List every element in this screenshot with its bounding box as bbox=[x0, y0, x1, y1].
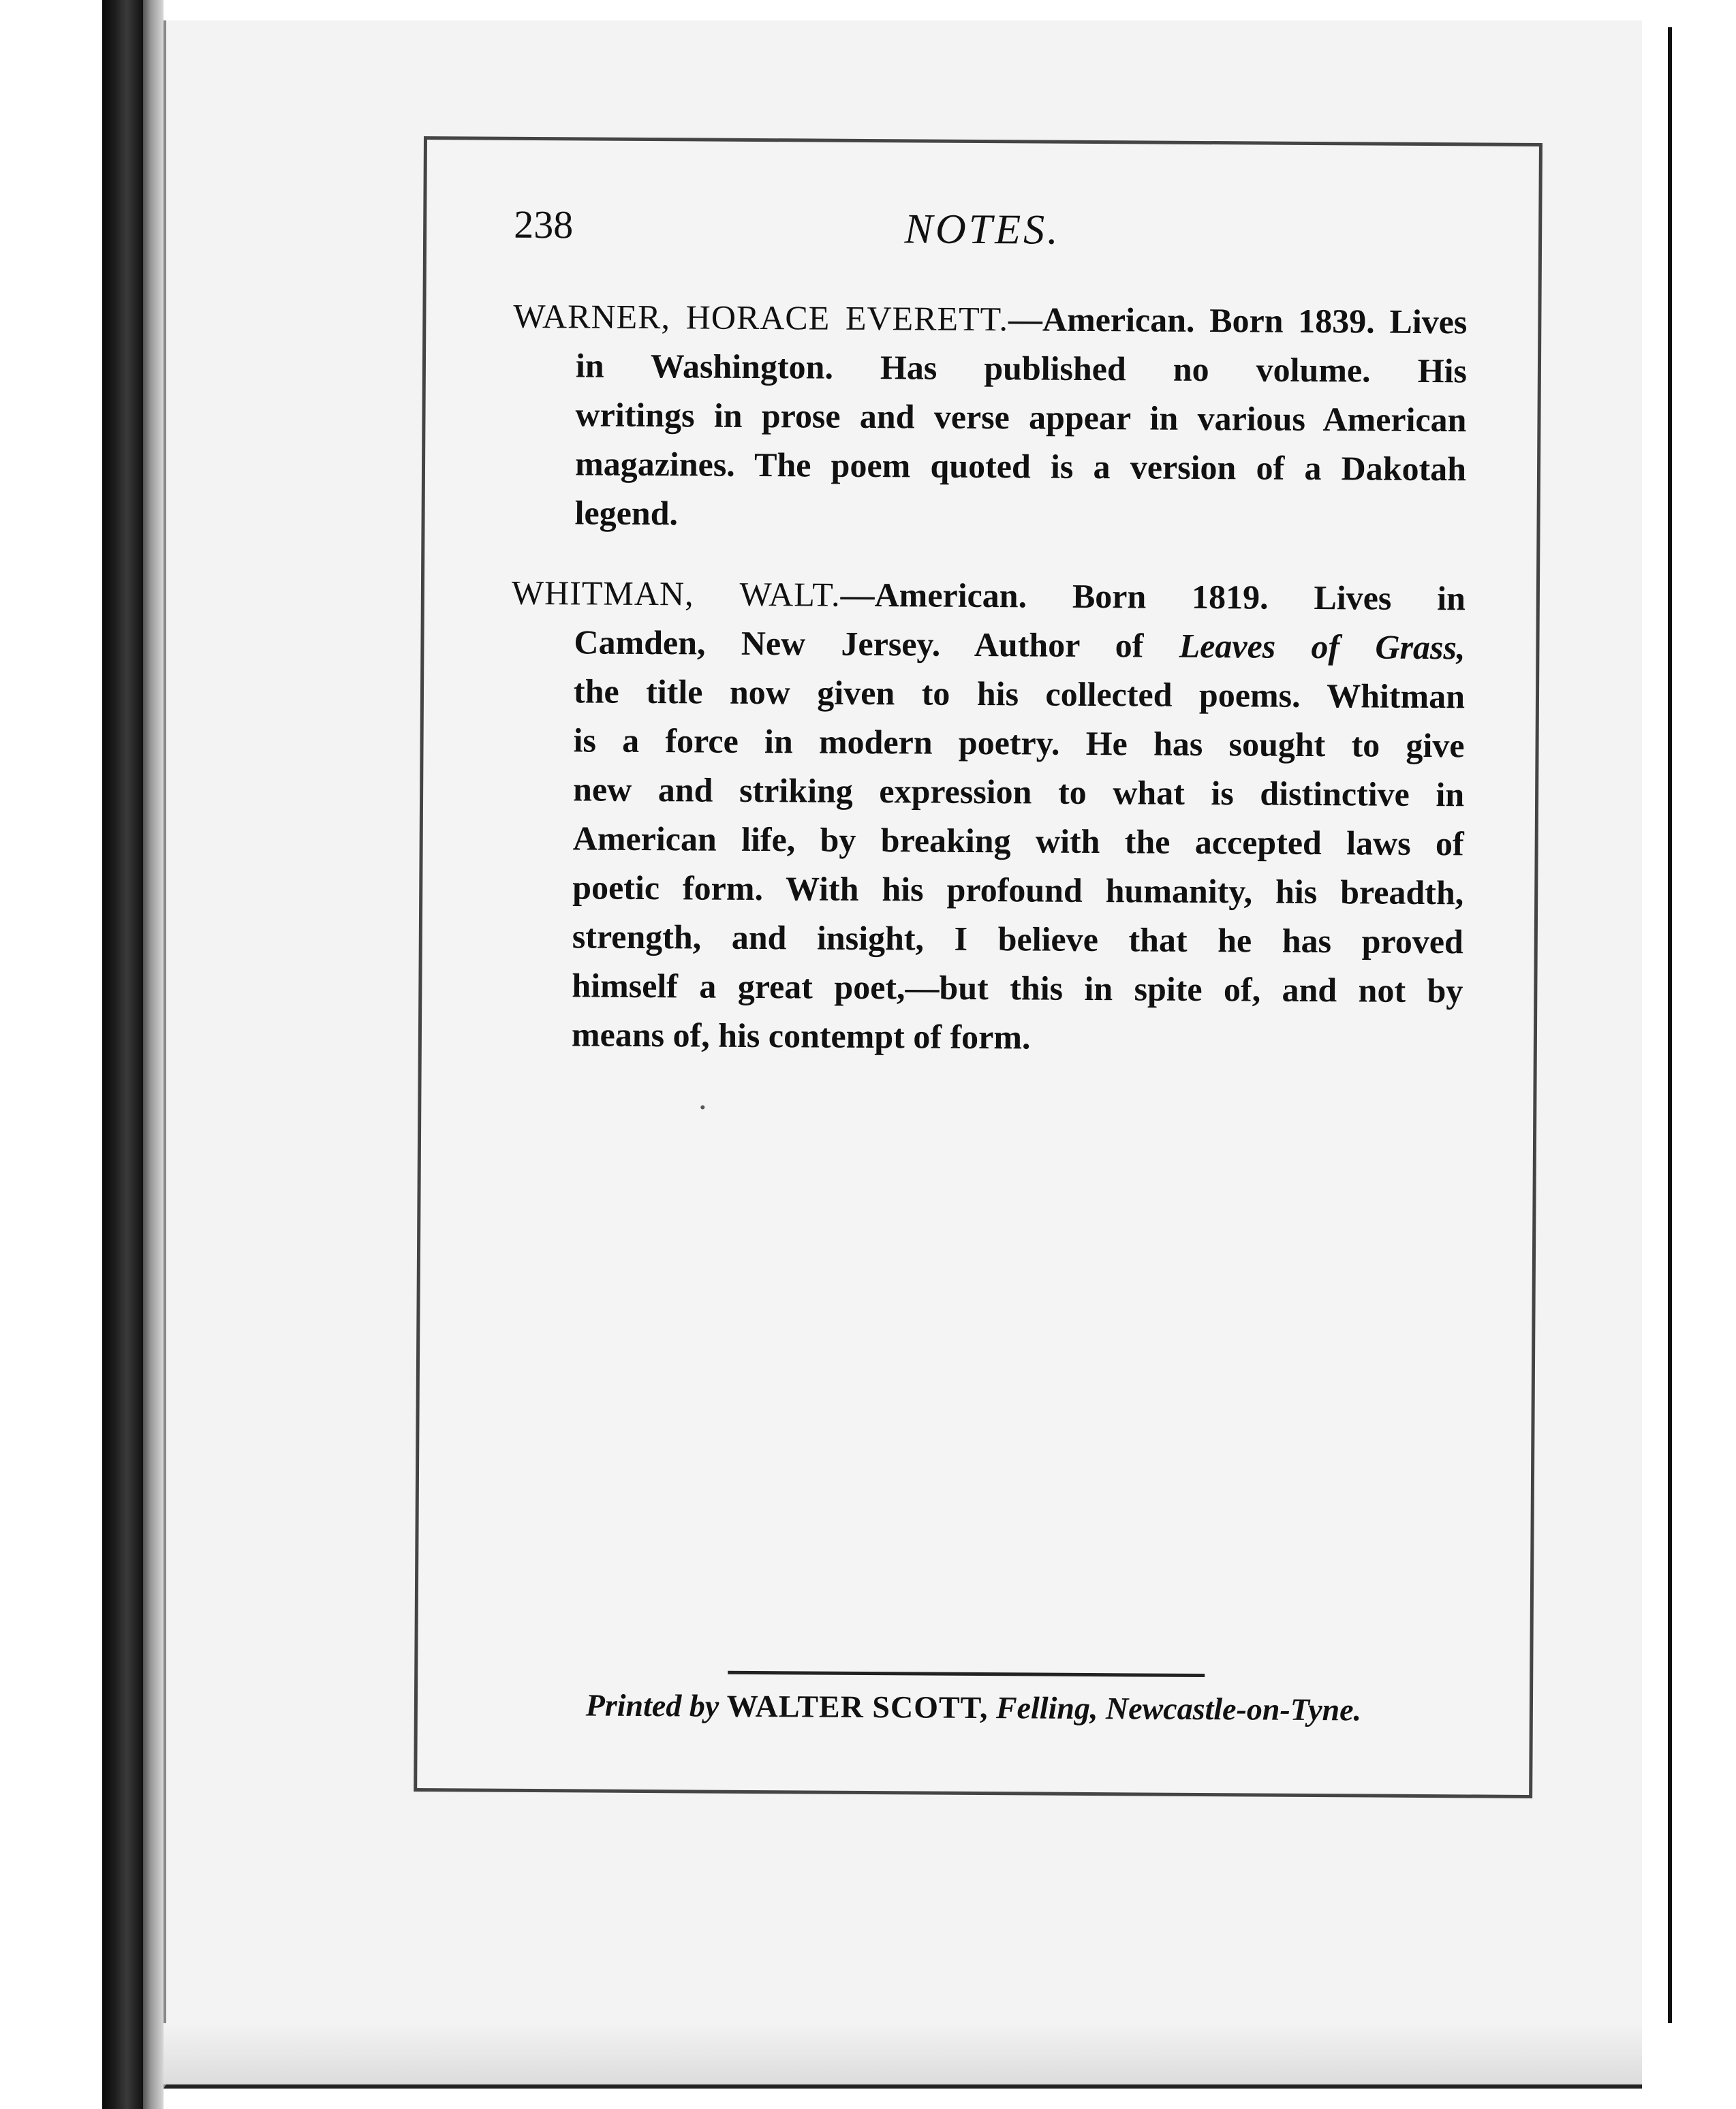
binding-edge bbox=[143, 0, 164, 2109]
book-binding bbox=[102, 0, 143, 2109]
printed-frame bbox=[414, 136, 1543, 1798]
entry-line bbox=[513, 292, 1467, 347]
entry-line: writings in prose and verse appear in various American bbox=[575, 395, 1467, 439]
entry-line: is a force in modern poetry. He has sought to give bbox=[573, 721, 1465, 765]
entry-text: —American. Born 1839. Lives bbox=[1008, 300, 1468, 341]
imprint-printer: WALTER SCOTT, bbox=[726, 1688, 989, 1725]
imprint-place: Felling, bbox=[995, 1690, 1098, 1726]
entry-line: magazines. The poem quoted is a version of a Dakotah bbox=[574, 444, 1467, 488]
running-head: NOTES. bbox=[904, 206, 1061, 253]
entry-line: American life, by breaking with the accepted laws of bbox=[572, 819, 1464, 863]
entry-whitman bbox=[509, 568, 1466, 1065]
entry-line: new and striking expression to what is distinctive in bbox=[572, 770, 1465, 814]
entry-line: legend. bbox=[574, 493, 679, 533]
entry-line: in Washington. Has published no volume. His bbox=[575, 346, 1468, 390]
entry-line: strength, and insight, I believe that he has proved bbox=[572, 917, 1463, 961]
entry-text: —American. Born 1819. Lives in bbox=[840, 575, 1466, 618]
scan-background-right bbox=[1642, 0, 1736, 2109]
entry-line bbox=[511, 617, 1465, 672]
entry-line: poetic form. With his profound humanity, his breadth, bbox=[572, 868, 1464, 912]
imprint-rule bbox=[728, 1671, 1205, 1677]
page-bottom-shade bbox=[164, 2023, 1642, 2084]
printer-imprint bbox=[418, 1686, 1530, 1729]
entry-line bbox=[512, 568, 1466, 623]
frame-content bbox=[417, 140, 1539, 1795]
entry-line: the title now given to his collected poems. Whitman bbox=[573, 672, 1466, 716]
imprint-place: Newcastle-on-Tyne. bbox=[1105, 1691, 1362, 1728]
print-speck bbox=[700, 1106, 704, 1110]
entry-name: WHITMAN, WALT. bbox=[511, 573, 841, 614]
page-number: 238 bbox=[514, 202, 574, 247]
entry-warner bbox=[512, 292, 1467, 543]
entry-text: Camden, New Jersey. Author of bbox=[574, 623, 1179, 665]
entry-line: himself a great poet,—but this in spite of, and not by bbox=[572, 966, 1463, 1010]
book-title: Leaves of Grass, bbox=[1179, 626, 1466, 667]
imprint-printed-by: Printed by bbox=[585, 1687, 719, 1723]
entry-line: means of, his contempt of form. bbox=[571, 1015, 1031, 1057]
entry-name: WARNER, HORACE EVERETT. bbox=[513, 296, 1009, 339]
facing-page-edge bbox=[1668, 27, 1672, 2023]
